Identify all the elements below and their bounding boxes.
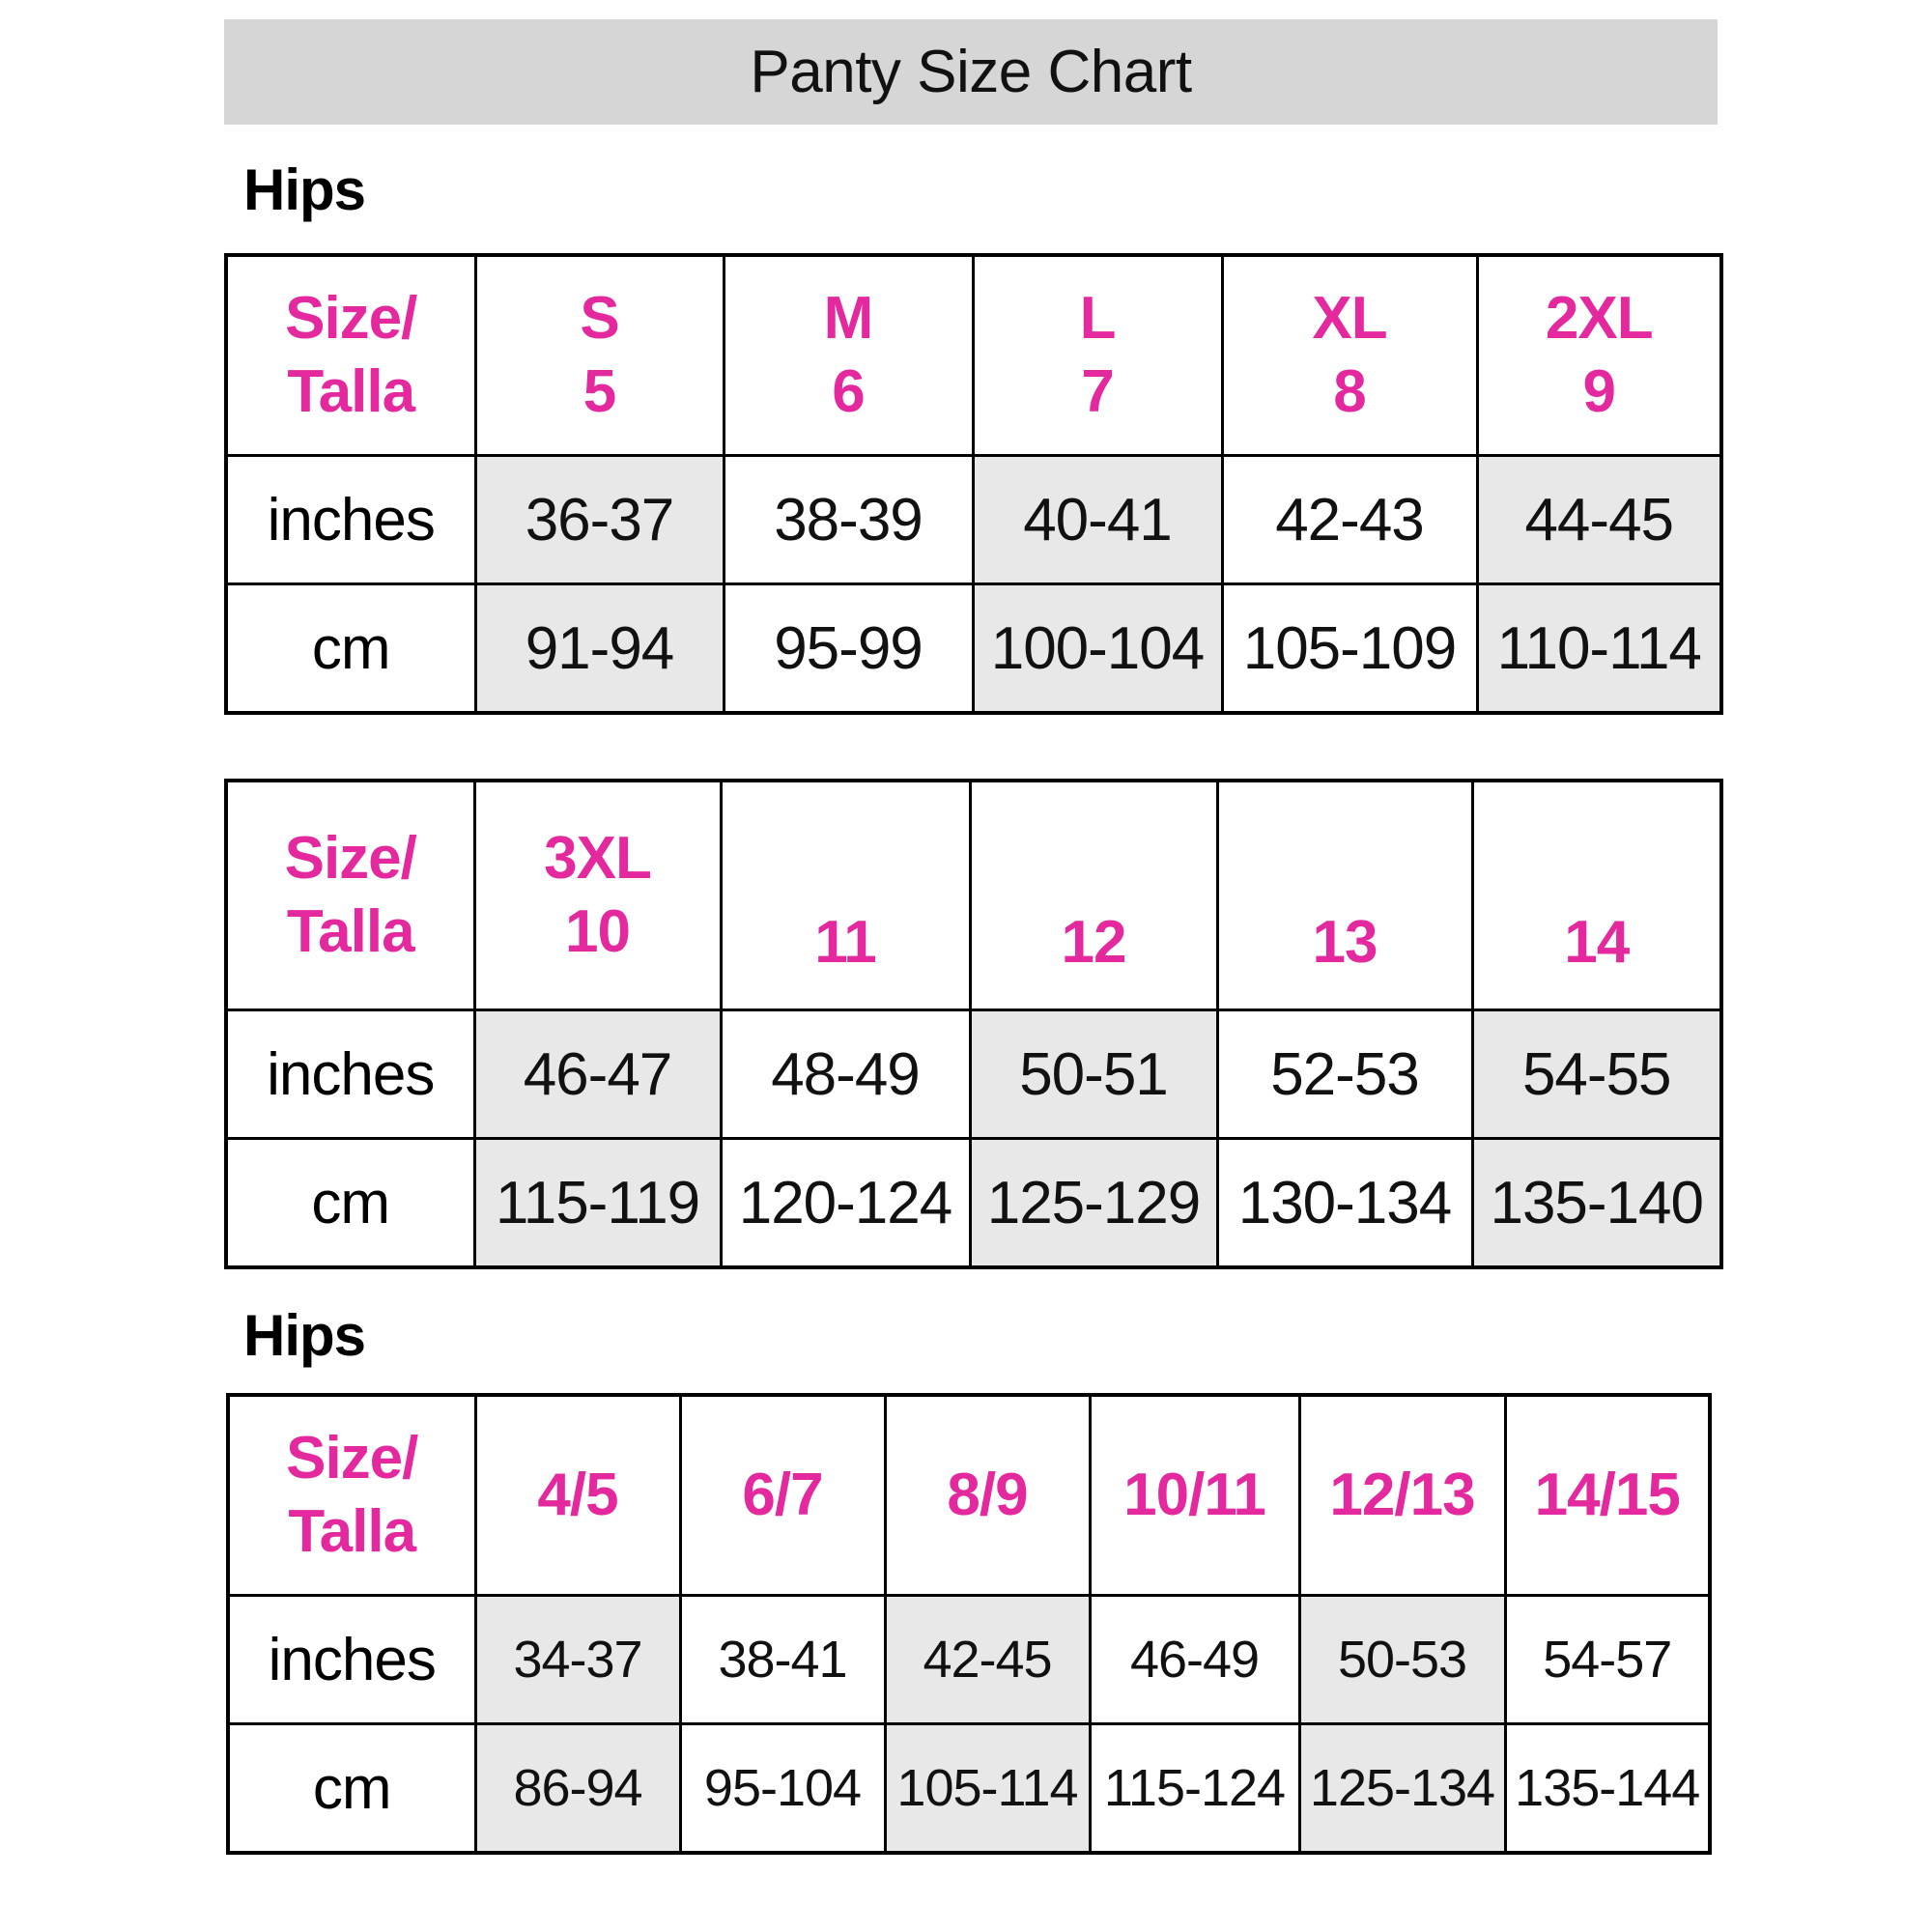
section-label-hips-1: Hips xyxy=(243,157,366,222)
page-title: Panty Size Chart xyxy=(750,39,1192,105)
table2-cm-cell: 130-134 xyxy=(1217,1139,1472,1268)
row-label-inches: inches xyxy=(228,1596,475,1724)
row-label-inches: inches xyxy=(226,1010,474,1139)
table3-inches-cell: 46-49 xyxy=(1090,1596,1299,1724)
table1-size-talla-header: Size/ Talla xyxy=(226,255,475,456)
table2-inches-cell: 46-47 xyxy=(474,1010,721,1139)
section-label-hips-2: Hips xyxy=(243,1303,366,1368)
table1-size-col: XL 8 xyxy=(1222,255,1477,456)
row-label-inches: inches xyxy=(226,456,475,584)
table1-size-col: L 7 xyxy=(973,255,1222,456)
table3-cm-cell: 125-134 xyxy=(1299,1724,1505,1854)
table3-cm-cell: 135-144 xyxy=(1505,1724,1710,1854)
table3-size-col: 10/11 xyxy=(1090,1395,1299,1596)
table1-inches-cell: 38-39 xyxy=(724,456,973,584)
table3-inches-cell: 54-57 xyxy=(1505,1596,1710,1724)
table1-cm-cell: 95-99 xyxy=(724,584,973,714)
table2-cm-cell: 135-140 xyxy=(1472,1139,1721,1268)
table3-size-talla-header: Size/ Talla xyxy=(228,1395,475,1596)
table3-inches-cell: 38-41 xyxy=(680,1596,885,1724)
table3-inches-cell: 42-45 xyxy=(885,1596,1090,1724)
table3-size-col: 12/13 xyxy=(1299,1395,1505,1596)
table2-cm-cell: 115-119 xyxy=(474,1139,721,1268)
table1-cm-cell: 110-114 xyxy=(1477,584,1721,714)
table2-size-col: 11 xyxy=(721,781,970,1010)
table2-size-col: 3XL 10 xyxy=(474,781,721,1010)
table2-inches-row xyxy=(226,1010,1721,1139)
table1-size-col: S 5 xyxy=(475,255,724,456)
title-bar xyxy=(224,19,1718,125)
table2-size-col: 14 xyxy=(1472,781,1721,1010)
table1-header-row xyxy=(226,255,1721,456)
table2-size-col: 13 xyxy=(1217,781,1472,1010)
table3-cm-cell: 105-114 xyxy=(885,1724,1090,1854)
table2-cm-row xyxy=(226,1139,1721,1268)
table1-cm-cell: 105-109 xyxy=(1222,584,1477,714)
size-table-2 xyxy=(224,779,1723,1269)
table1-inches-cell: 44-45 xyxy=(1477,456,1721,584)
table3-cm-cell: 115-124 xyxy=(1090,1724,1299,1854)
table2-inches-cell: 52-53 xyxy=(1217,1010,1472,1139)
table2-size-talla-header: Size/ Talla xyxy=(226,781,474,1010)
table1-inches-cell: 36-37 xyxy=(475,456,724,584)
table3-header-row xyxy=(228,1395,1710,1596)
table1-cm-row xyxy=(226,584,1721,714)
table2-header-row xyxy=(226,781,1721,1010)
table3-size-col: 14/15 xyxy=(1505,1395,1710,1596)
table2-inches-cell: 48-49 xyxy=(721,1010,970,1139)
table3-size-col: 4/5 xyxy=(475,1395,680,1596)
table3-inches-cell: 50-53 xyxy=(1299,1596,1505,1724)
table3-inches-cell: 34-37 xyxy=(475,1596,680,1724)
table2-inches-cell: 50-51 xyxy=(970,1010,1217,1139)
table2-size-col: 12 xyxy=(970,781,1217,1010)
table3-size-col: 6/7 xyxy=(680,1395,885,1596)
table3-cm-row xyxy=(228,1724,1710,1854)
table1-inches-cell: 42-43 xyxy=(1222,456,1477,584)
table1-cm-cell: 91-94 xyxy=(475,584,724,714)
table3-size-col: 8/9 xyxy=(885,1395,1090,1596)
table1-inches-row xyxy=(226,456,1721,584)
size-table-3 xyxy=(226,1393,1712,1855)
table2-cm-cell: 120-124 xyxy=(721,1139,970,1268)
table1-inches-cell: 40-41 xyxy=(973,456,1222,584)
table3-cm-cell: 86-94 xyxy=(475,1724,680,1854)
table1-size-col: 2XL 9 xyxy=(1477,255,1721,456)
table2-inches-cell: 54-55 xyxy=(1472,1010,1721,1139)
size-table-1 xyxy=(224,253,1723,715)
table3-inches-row xyxy=(228,1596,1710,1724)
table1-cm-cell: 100-104 xyxy=(973,584,1222,714)
table2-cm-cell: 125-129 xyxy=(970,1139,1217,1268)
row-label-cm: cm xyxy=(226,1139,474,1268)
table3-cm-cell: 95-104 xyxy=(680,1724,885,1854)
row-label-cm: cm xyxy=(228,1724,475,1854)
row-label-cm: cm xyxy=(226,584,475,714)
table1-size-col: M 6 xyxy=(724,255,973,456)
